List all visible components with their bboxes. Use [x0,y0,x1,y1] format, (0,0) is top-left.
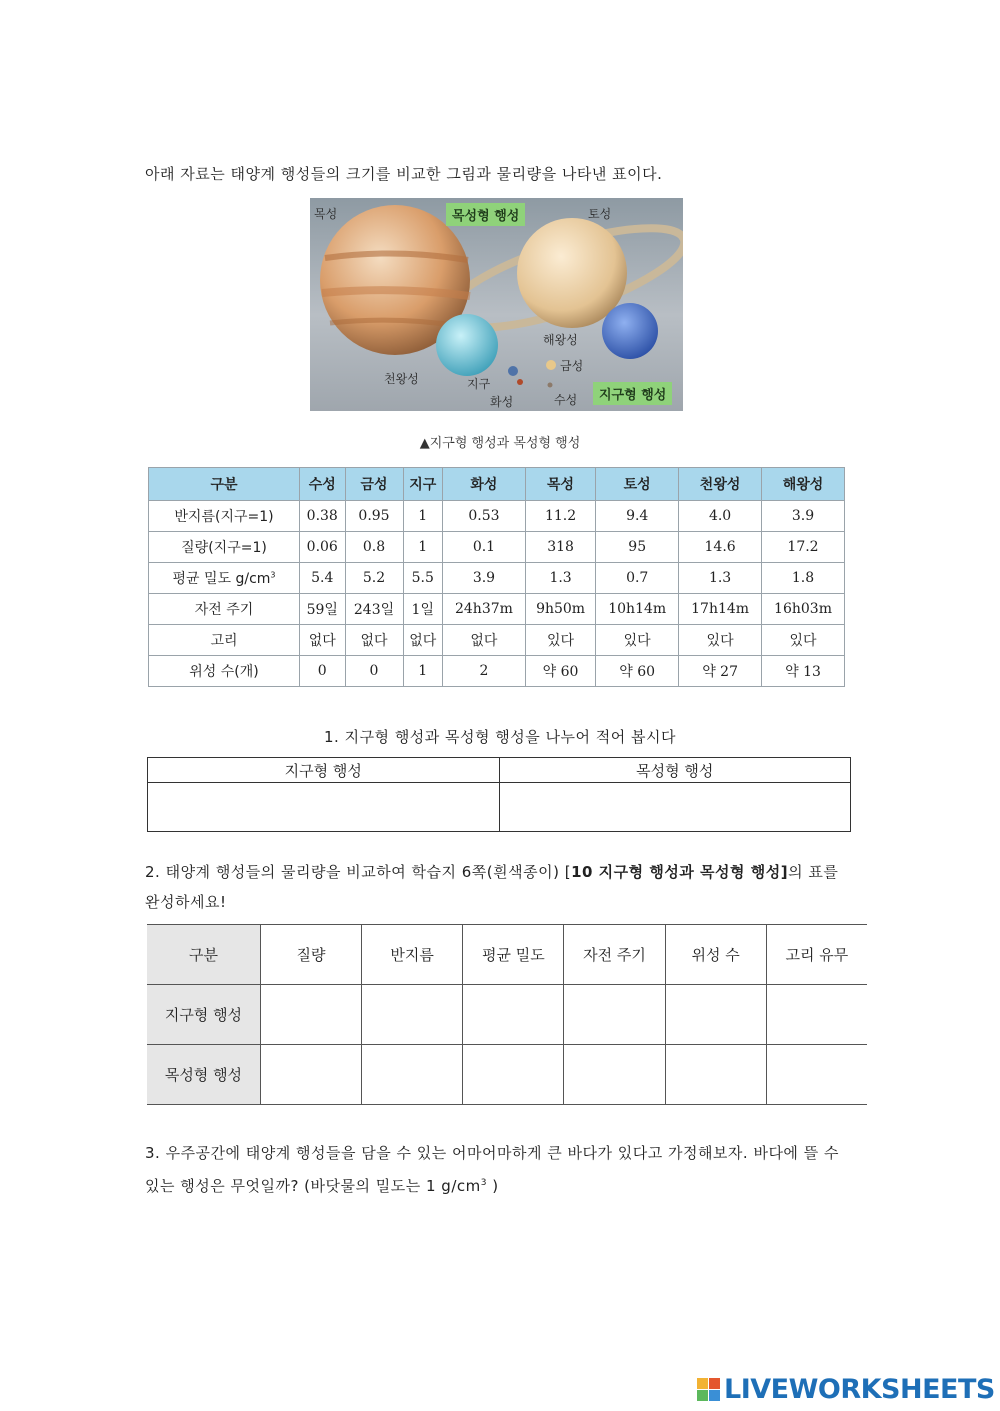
planet-comparison-image [310,198,683,411]
table-row [149,563,845,594]
table-cell: 없다 [443,625,526,656]
row-label: 반지름(지구=1) [149,501,300,532]
table-cell: 1.8 [762,563,845,594]
table-row [149,625,845,656]
table-cell: 약 27 [679,656,762,687]
question-3 [145,1138,857,1201]
table-cell: 0.1 [443,532,526,563]
table-cell: 24h37m [443,594,526,625]
header-cell: 자전 주기 [564,925,665,985]
table-cell: 3.9 [443,563,526,594]
planet-data-table [148,467,845,687]
row-label: 목성형 행성 [147,1045,260,1105]
col-terrestrial-header: 지구형 행성 [148,758,500,783]
brand-text: LIVEWORKSHEETS [724,1374,995,1405]
table-cell: 318 [525,532,595,563]
header-cell: 금성 [345,468,403,501]
uranus [436,314,498,376]
table-cell: 3.9 [762,501,845,532]
answer-field[interactable] [766,985,867,1045]
table-cell: 있다 [596,625,679,656]
answer-field[interactable] [766,1045,867,1105]
table-cell: 59일 [300,594,346,625]
header-cell: 수성 [300,468,346,501]
table-cell: 9h50m [525,594,595,625]
superscript: 3 [480,1178,487,1188]
liveworksheets-logo [697,1374,995,1405]
header-cell: 화성 [443,468,526,501]
header-cell: 평균 밀도 [463,925,564,985]
header-cell: 질량 [260,925,361,985]
label-uranus: 천왕성 [384,372,419,386]
row-label: 지구형 행성 [147,985,260,1045]
answer-field[interactable] [260,985,361,1045]
table-cell: 1.3 [679,563,762,594]
answer-field[interactable] [564,985,665,1045]
header-cell: 구분 [149,468,300,501]
label-earth: 지구 [467,377,491,391]
header-cell: 구분 [147,925,260,985]
table-cell: 1 [403,656,442,687]
q3-text: 3. 우주공간에 태양계 행성들을 담을 수 있는 어마어마하게 큰 바다가 있다고 가정해보자. 바다에 뜰 수 있는 행성은 무엇일까? (바닷물의 밀도는 1 g/cm [145,1144,839,1195]
figure-caption: ▲지구형 행성과 목성형 행성 [419,436,581,451]
table-cell: 0 [345,656,403,687]
table-row [149,501,845,532]
table-cell: 약 60 [596,656,679,687]
table-cell: 10h14m [596,594,679,625]
row-label: 질량(지구=1) [149,532,300,563]
table-cell: 0.8 [345,532,403,563]
answer-field[interactable] [463,1045,564,1105]
table-cell: 약 13 [762,656,845,687]
table-row [149,532,845,563]
table-cell: 0.95 [345,501,403,532]
earth [508,366,518,376]
q2-text-a: 2. 태양계 행성들의 물리량을 비교하여 학습지 6쪽(흰색종이) [ [145,863,572,881]
row-label-text: 평균 밀도 g/cm [172,571,271,587]
answer-field[interactable] [362,985,463,1045]
table-cell: 1 [403,501,442,532]
q2-answer-table [147,924,867,1105]
table-cell: 약 60 [525,656,595,687]
table-cell: 95 [596,532,679,563]
table-cell: 1일 [403,594,442,625]
q1-answer-table [147,757,851,832]
label-saturn: 토성 [588,207,612,221]
table-cell: 없다 [403,625,442,656]
label-mercury: 수성 [554,393,578,407]
answer-field[interactable] [665,1045,766,1105]
question-2 [145,857,857,917]
header-cell: 해왕성 [762,468,845,501]
table-row [149,594,845,625]
table-cell: 1.3 [525,563,595,594]
intro-text: 아래 자료는 태양계 행성들의 크기를 비교한 그림과 물리량을 나타낸 표이다. [145,165,663,183]
header-cell: 고리 유무 [766,925,867,985]
mars [517,379,523,385]
table-cell: 2 [443,656,526,687]
table-cell: 0 [300,656,346,687]
answer-field[interactable] [564,1045,665,1105]
table-cell: 16h03m [762,594,845,625]
mercury [548,383,553,388]
answer-field[interactable] [362,1045,463,1105]
label-jupiter: 목성 [314,207,338,221]
table-cell: 17h14m [679,594,762,625]
table-cell: 5.4 [300,563,346,594]
table-cell: 9.4 [596,501,679,532]
header-cell: 목성 [525,468,595,501]
neptune [602,303,658,359]
label-venus: 금성 [560,359,584,373]
question-1: 1. 지구형 행성과 목성형 행성을 나누어 적어 봅시다 [324,728,676,746]
header-cell: 천왕성 [679,468,762,501]
table-row [149,656,845,687]
table-cell: 5.5 [403,563,442,594]
header-cell: 위성 수 [665,925,766,985]
venus [546,360,556,370]
answer-field[interactable] [665,985,766,1045]
header-cell: 지구 [403,468,442,501]
table-cell: 17.2 [762,532,845,563]
answer-field[interactable] [260,1045,361,1105]
q2-text-bold: 10 지구형 행성과 목성형 행성] [571,863,789,881]
tag-jovian-group: 목성형 행성 [446,203,525,226]
table-cell: 243일 [345,594,403,625]
q3-tail: ) [486,1177,499,1195]
answer-field[interactable] [463,985,564,1045]
table-cell: 0.06 [300,532,346,563]
table-header-row [149,468,845,501]
logo-blocks-icon [697,1378,720,1401]
table-cell: 있다 [762,625,845,656]
label-mars: 화성 [490,395,514,409]
header-cell: 반지름 [362,925,463,985]
table-cell: 5.2 [345,563,403,594]
table-cell: 없다 [345,625,403,656]
label-neptune: 해왕성 [543,333,578,347]
table-cell: 있다 [679,625,762,656]
row-label: 위성 수(개) [149,656,300,687]
answer-terrestrial-field[interactable] [148,783,500,832]
row-label: 고리 [149,625,300,656]
tag-terrestrial-group: 지구형 행성 [593,382,672,405]
table-cell: 없다 [300,625,346,656]
row-label [149,563,300,594]
table-cell: 있다 [525,625,595,656]
table-cell: 0.7 [596,563,679,594]
col-jovian-header: 목성형 행성 [499,758,851,783]
table-cell: 14.6 [679,532,762,563]
table-cell: 0.38 [300,501,346,532]
superscript: 3 [270,570,276,580]
table-cell: 11.2 [525,501,595,532]
answer-jovian-field[interactable] [499,783,851,832]
table-cell: 0.53 [443,501,526,532]
table-cell: 4.0 [679,501,762,532]
table-cell: 1 [403,532,442,563]
q2-text-b: 의 표를 완성하세요! [145,863,839,911]
row-label: 자전 주기 [149,594,300,625]
header-cell: 토성 [596,468,679,501]
